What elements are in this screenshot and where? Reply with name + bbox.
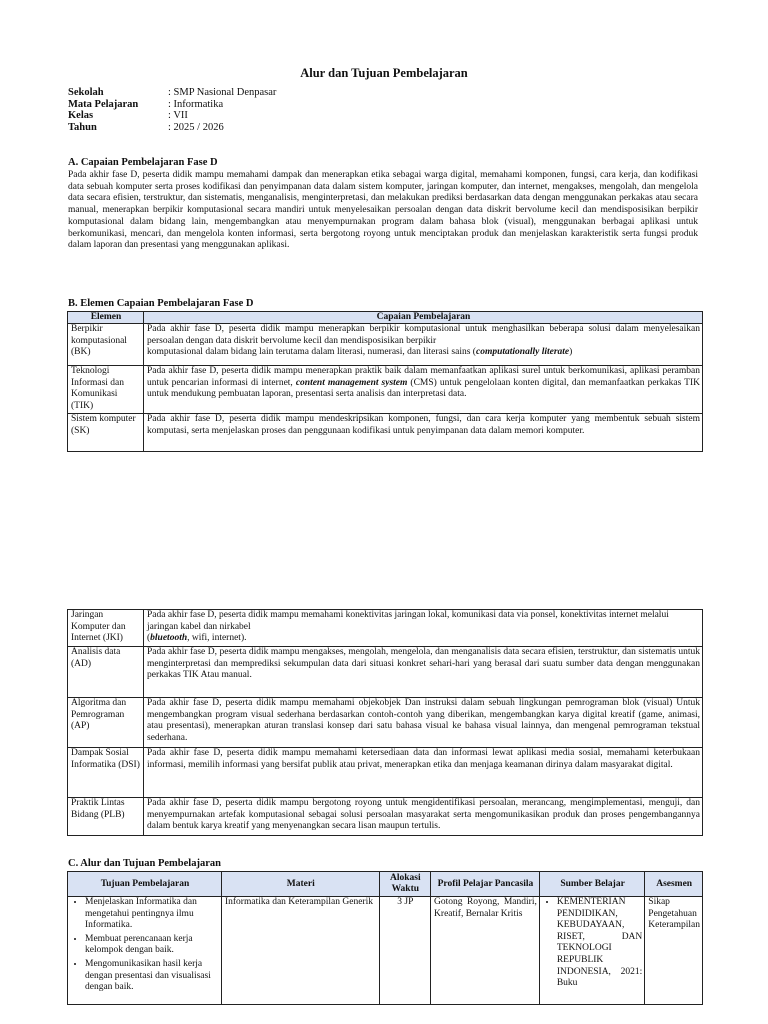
elemen-table: [67, 311, 703, 452]
list-item: • Membuat perencanaan kerja kelompok dengan baik.: [85, 934, 219, 957]
header-alokasi: Alokasi Waktu: [379, 872, 430, 897]
materi-cell: Informatika dan Keterampilan Generik: [221, 897, 379, 1005]
asesmen-item: Sikap: [648, 897, 670, 907]
elemen-cell: Praktik Lintas Bidang (PLB): [68, 798, 144, 836]
header-profil: Profil Pelajar Pancasila: [431, 872, 540, 897]
info-row: [68, 99, 276, 111]
tujuan-list: [71, 897, 219, 994]
list-item: • Menjelaskan Informatika dan mengetahui pentingnya ilmu Informatika.: [85, 897, 219, 932]
capaian-cell: Pada akhir fase D, peserta didik mampu mengakses, mengolah, mengelola, dan menganalisis data secara efisien, terstruktur, dan sistematis untuk menginterpretasi dan memprediksi sekumpulan data dari situasi konkret sehari-hari yang berasal dari suatu sumber data dengan menggunakan perkakas TIK Atau manual.: [144, 647, 703, 698]
info-row: [68, 110, 276, 122]
header-materi: Materi: [221, 872, 379, 897]
capaian-cell: [144, 610, 703, 647]
elemen-cell: Jaringan Komputer dan Internet (JKI): [68, 610, 144, 647]
header-asesmen: Asesmen: [645, 872, 703, 897]
table-header-row: [68, 872, 703, 897]
info-value: : VII: [168, 110, 188, 121]
capaian-text: ): [569, 347, 573, 358]
section-b-heading: B. Elemen Capaian Pembelajaran Fase D: [68, 298, 254, 309]
header-tujuan: Tujuan Pembelajaran: [68, 872, 222, 897]
table-row: [68, 897, 703, 1005]
asesmen-cell: [645, 897, 703, 1005]
capaian-text-cont: [147, 347, 700, 359]
capaian-text-cont: [147, 633, 700, 645]
asesmen-item: Keterampilan: [648, 920, 700, 931]
table-header-row: [68, 312, 703, 324]
header-elemen: Elemen: [68, 312, 144, 324]
elemen-cell: Analisis data (AD): [68, 647, 144, 698]
asesmen-item: Pengetahuan: [648, 908, 697, 919]
capaian-cell: Pada akhir fase D, peserta didik mampu memahami objekobjek Dan instruksi dalam sebuah lingkungan pemrograman blok (visual) Untuk mengembangkan program visual sederhana berdasarkan contoh-contoh yang diberikan, mengembangkan karya digital kreatif (game, animasi, atau presentasi), menerapkan aturan translasi konsep dari satu bahasa visual ke bahasa visual lainnya, dan mengenal pemrograman tekstual sederhana.: [144, 698, 703, 748]
table-row: [68, 414, 703, 452]
section-a-text: Pada akhir fase D, peserta didik mampu memahami dampak dan menerapkan etika sebagai warga digital, memahami komponen, fungsi, cara kerja, dan kodifikasi data sebuah komputer serta proses kodifikasi dan penyimpanan data dalam sistem komputer, jaringan komputer, dan internet, mengakses, mengolah, dan mengelola data secara efisien, terstruktur, dan sistematis, menganalisis, menginterpretasi, dan melakukan prediksi berdasarkan data dengan menggunakan perkakas atau secara manual, menerapkan berpikir komputasional secara mandiri untuk menyelesaikan persoalan dengan data diskrit bervolume kecil dan mendisposisikan berpikir komputasional dalam bidang lain, mengembangkan atau menyempurnakan program dalam bahasa blok (visual), menggunakan berbagai aplikasi untuk berkomunikasi, mencari, dan mengelola konten informasi, serta bergotong royong untuk menciptakan produk dan menjelaskan karakteristik serta fungsi produk dalam laporan dan presentasi yang menggunakan aplikasi.: [68, 170, 698, 251]
capaian-text: (: [147, 633, 151, 644]
table-row: [68, 324, 703, 366]
table-row: [68, 798, 703, 836]
table-row: [68, 698, 703, 748]
capaian-cell: Pada akhir fase D, peserta didik mampu memahami ketersediaan data dan informasi lewat aplikasi media sosial, memahami keterbukaan informasi, memilih informasi yang bersifat publik atau privat, menerapkan etika dan menjaga keamanan dirinya dalam masyarakat digital.: [144, 748, 703, 798]
capaian-text: Pada akhir fase D, peserta didik mampu memahami konektivitas jaringan lokal, komunikasi data via ponsel, konektivitas internet melalui jaringan kabel dan nirkabel: [147, 610, 669, 632]
table-row: [68, 748, 703, 798]
elemen-cell: Sistem komputer (SK): [68, 414, 144, 452]
capaian-text: Pada akhir fase D, peserta didik mampu menerapkan berpikir komputasional untuk menghasilkan beberapa solusi dalam menyelesaikan persoalan dengan data diskrit bervolume kecil dan mendisposisikan berpikir: [147, 324, 700, 346]
header-sumber: Sumber Belajar: [539, 872, 644, 897]
alokasi-cell: 3 JP: [379, 897, 430, 1005]
elemen-table-continued: [67, 609, 703, 836]
header-capaian: Capaian Pembelajaran: [144, 312, 703, 324]
capaian-text: , wifi, internet).: [187, 633, 247, 644]
info-value: : SMP Nasional Denpasar: [168, 87, 277, 98]
capaian-emphasis: bluetooth: [150, 633, 188, 644]
info-row: [68, 87, 276, 99]
info-label: Mata Pelajaran: [68, 98, 139, 110]
capaian-cell: [144, 324, 703, 366]
elemen-cell: Berpikir komputasional (BK): [68, 324, 144, 366]
capaian-cell: Pada akhir fase D, peserta didik mampu mendeskripsikan komponen, fungsi, dan cara kerja komputer yang membentuk sebuah sistem komputasi, serta menjelaskan proses dan penggunaan kodifikasi untuk penyimpanan data dalam memori komputer.: [144, 414, 703, 452]
atp-table: [67, 871, 703, 1005]
list-item: • Mengomunikasikan hasil kerja dengan presentasi dan visualisasi dengan baik.: [85, 959, 219, 994]
capaian-cell: [144, 366, 703, 414]
capaian-cell: Pada akhir fase D, peserta didik mampu bergotong royong untuk mengidentifikasi persoalan, merancang, mengimplementasi, menguji, dan menyempurnakan artefak komputasional sebagai solusi persoalan masyarakat serta mengomunikasikan produk dan proses pengembangannya dalam bentuk karya kreatif yang menyenangkan secara lisan maupun tertulis.: [144, 798, 703, 836]
elemen-cell: Algoritma dan Pemrograman (AP): [68, 698, 144, 748]
table-row: [68, 366, 703, 414]
info-label: Sekolah: [68, 87, 104, 98]
info-label: Kelas: [68, 110, 94, 121]
section-c-heading: C. Alur dan Tujuan Pembelajaran: [68, 858, 221, 869]
page-title: Alur dan Tujuan Pembelajaran: [300, 66, 468, 80]
sumber-list: [543, 897, 642, 990]
info-value: : Informatika: [168, 98, 224, 110]
list-item: • KEMENTERIAN PENDIDIKAN, KEBUDAYAAN, RISET, DAN TEKNOLOGI REPUBLIK INDONESIA, 2021: Buku: [557, 897, 642, 990]
elemen-cell: Dampak Sosial Informatika (DSI): [68, 748, 144, 798]
profil-cell: Gotong Royong, Mandiri, Kreatif, Bernalar Kritis: [431, 897, 540, 1005]
info-label: Tahun: [68, 121, 97, 133]
table-row: [68, 647, 703, 698]
info-row: [68, 122, 276, 134]
table-row: [68, 610, 703, 647]
capaian-emphasis: content management system: [295, 377, 408, 388]
capaian-text: komputasional dalam bidang lain terutama dalam literasi, numerasi, dan literasi sains (: [147, 347, 476, 358]
capaian-text: (CMS) untuk pengelolaan konten digital, dan memanfaatkan perkakas TIK untuk mendukung pembuatan laporan, presentasi serta analisis dan interpretasi data.: [147, 377, 701, 400]
elemen-cell: Teknologi Informasi dan Komunikasi (TIK): [68, 366, 144, 414]
section-a-heading: A. Capaian Pembelajaran Fase D: [68, 157, 218, 168]
sumber-cell: [539, 897, 644, 1005]
info-value: : 2025 / 2026: [168, 121, 224, 133]
tujuan-cell: [68, 897, 222, 1005]
capaian-emphasis: computationally literate: [475, 347, 570, 358]
school-info: [68, 87, 276, 133]
capaian-text: Pada akhir fase D, peserta didik mampu menerapkan praktik baik dalam memanfaatkan aplikasi surel untuk berkomunikasi, aplikasi peramban untuk pencarian informasi di internet,: [147, 366, 700, 388]
